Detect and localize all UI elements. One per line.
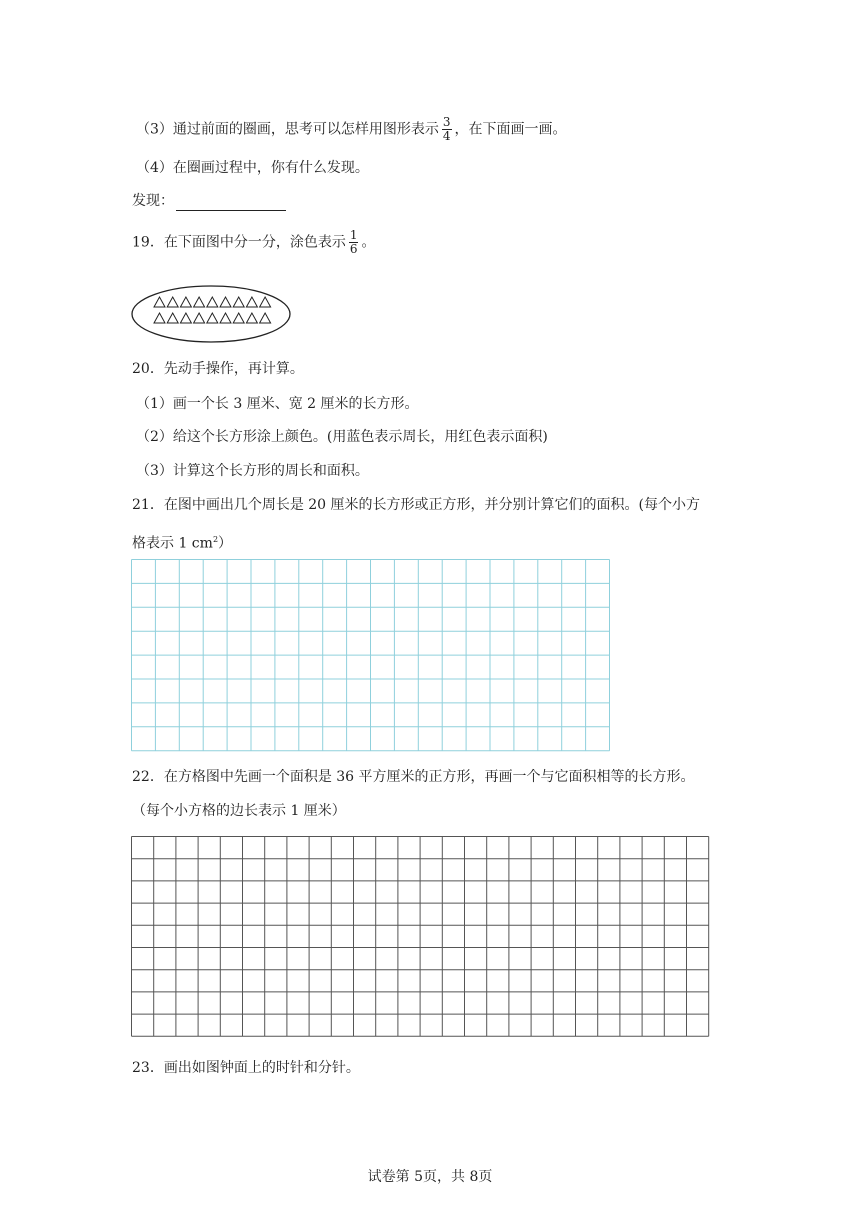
- triangle-shape: [207, 313, 218, 323]
- enclosing-ellipse: [132, 286, 290, 342]
- triangle-shape: [167, 313, 178, 323]
- triangle-ellipse-figure[interactable]: [130, 284, 292, 344]
- q21-line2: [132, 530, 232, 554]
- q20-part2: （2）给这个长方形涂上颜色。(用蓝色表示周长，用红色表示面积): [136, 429, 548, 445]
- q18-part3-text-after: ，在下面画一画。: [454, 121, 567, 138]
- q19-text-before: 19．在下面图中分一分，涂色表示: [132, 234, 346, 251]
- triangle-shape: [260, 297, 271, 307]
- triangle-shape: [233, 297, 244, 307]
- triangle-shape: [167, 297, 178, 307]
- triangle-shape: [233, 313, 244, 323]
- discovery-answer-blank[interactable]: [176, 196, 286, 211]
- q23-title: 23．画出如图钟面上的时针和分针。: [132, 1060, 360, 1076]
- triangle-shape: [180, 297, 191, 307]
- q21-line2-before: 格表示 1 cm: [132, 535, 213, 552]
- page-footer: 试卷第 5页，共 8页: [367, 1169, 493, 1185]
- q22-line2: （每个小方格的边长表示 1 厘米）: [132, 803, 346, 819]
- q22-line1: 22．在方格图中先画一个面积是 36 平方厘米的正方形，再画一个与它面积相等的长方形。: [132, 769, 695, 785]
- triangle-shape: [154, 313, 165, 323]
- triangle-shape: [246, 297, 257, 307]
- triangle-shape: [194, 297, 205, 307]
- triangle-shape: [246, 313, 257, 323]
- triangle-group: [154, 297, 271, 323]
- discovery-row: [132, 191, 286, 211]
- q19-prompt: [132, 229, 375, 256]
- grid-q21[interactable]: [131, 559, 611, 752]
- q18-part3-text-before: （3）通过前面的圈画，思考可以怎样用图形表示: [136, 121, 439, 138]
- q18-part3: [136, 116, 567, 143]
- q21-line2-after: ）: [218, 535, 233, 552]
- fraction-three-quarters: $\frac{3}{4}$: [442, 115, 451, 143]
- q21-line1: 21．在图中画出几个周长是 20 厘米的长方形或正方形，并分别计算它们的面积。(每个小方: [132, 497, 700, 513]
- q18-part4: （4）在圈画过程中，你有什么发现。: [136, 160, 369, 176]
- grid-q22[interactable]: [131, 836, 711, 1038]
- fraction-one-sixth: $\frac{1}{6}$: [349, 228, 358, 256]
- q20-part1: （1）画一个长 3 厘米、宽 2 厘米的长方形。: [136, 396, 419, 412]
- q20-part3: （3）计算这个长方形的周长和面积。: [136, 463, 369, 479]
- triangle-shape: [207, 297, 218, 307]
- triangle-shape: [220, 297, 231, 307]
- q19-text-after: 。: [361, 234, 376, 251]
- triangle-shape: [154, 297, 165, 307]
- triangle-shape: [180, 313, 191, 323]
- discovery-label: 发现：: [132, 193, 174, 209]
- triangle-shape: [260, 313, 271, 323]
- triangle-shape: [194, 313, 205, 323]
- triangle-shape: [220, 313, 231, 323]
- q20-title: 20．先动手操作，再计算。: [132, 361, 304, 377]
- q21-unit-superscript: 2: [212, 535, 219, 544]
